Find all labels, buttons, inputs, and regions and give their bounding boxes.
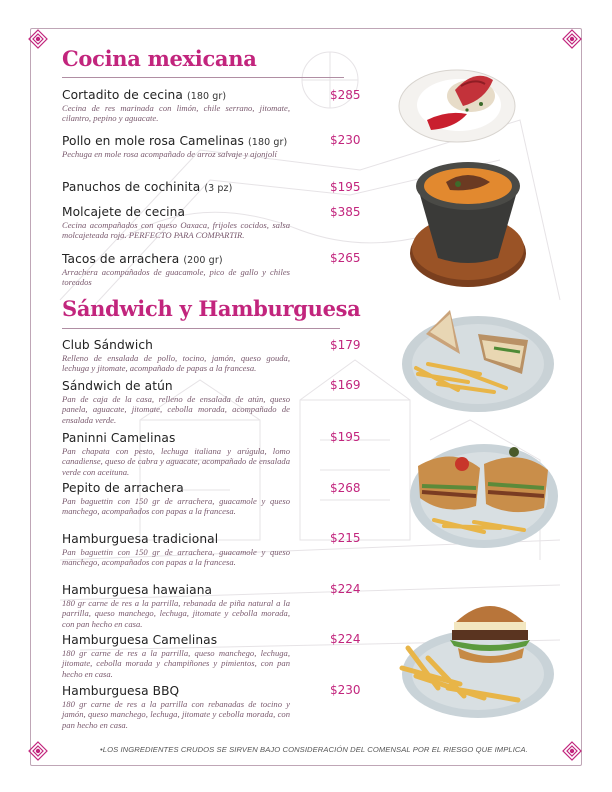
item-portion: (3 pz) xyxy=(204,183,233,194)
item-description: Arrachera acompañados de guacamole, pico de gallo y chiles toreados xyxy=(62,267,290,288)
ornament-icon xyxy=(561,28,583,50)
item-description: Pechuga en mole rosa acompañado de arroz salvaje y ajonjolí xyxy=(62,149,277,159)
item-portion: (180 gr) xyxy=(248,137,288,148)
section-title-cocina-mexicana: Cocina mexicana xyxy=(62,46,257,71)
item-price: $230 xyxy=(330,683,361,697)
menu-item xyxy=(62,532,362,568)
item-price: $169 xyxy=(330,378,361,392)
item-name: Hamburguesa tradicional xyxy=(62,532,219,546)
item-description: Pan baguettin con 150 gr de arrachera, guacamole y queso manchego, acompañados con papas a la francesa. xyxy=(62,496,290,517)
section-title-sandwich-hamburguesa: Sándwich y Hamburguesa xyxy=(62,296,361,321)
item-price: $385 xyxy=(330,205,361,219)
menu-item xyxy=(62,338,362,374)
menu-item xyxy=(62,431,362,477)
item-name: Cortadito de cecina xyxy=(62,88,183,102)
item-price: $195 xyxy=(330,430,361,444)
section-divider xyxy=(62,77,344,78)
item-description: 180 gr carne de res a la parrilla con rebanadas de tocino y jamón, queso manchego, lechuga, jitomate y cebolla morada, con pan hecho en casa. xyxy=(62,699,290,730)
section-divider xyxy=(62,328,340,329)
item-price: $215 xyxy=(330,531,361,545)
ornament-icon xyxy=(27,28,49,50)
item-name: Sándwich de atún xyxy=(62,379,173,393)
item-name: Molcajete de cecina xyxy=(62,205,186,219)
item-description: 180 gr carne de res a la parrilla, rebanada de piña natural a la parrilla, queso manchego, lechuga, jitomate y cebolla morada, con pan hecho en casa. xyxy=(62,598,290,629)
item-description: Pan de caja de la casa, relleno de ensalada de atún, queso panela, aguacate, jitomate, cebolla morada, acompañado de ensalada verde. xyxy=(62,394,290,425)
item-price: $230 xyxy=(330,133,361,147)
item-name: Pepito de arrachera xyxy=(62,481,184,495)
menu-item xyxy=(62,633,362,679)
footnote: •LOS INGREDIENTES CRUDOS SE SIRVEN BAJO CONSIDERACIÓN DEL COMENSAL POR EL RIESGO QUE IMPLICA. xyxy=(100,745,528,754)
item-name: Panuchos de cochinita xyxy=(62,180,201,194)
ornament-icon xyxy=(561,740,583,762)
menu-item xyxy=(62,252,362,288)
food-photo-hamburguesa xyxy=(398,588,556,720)
item-name: Hamburguesa hawaiana xyxy=(62,583,213,597)
item-price: $224 xyxy=(330,582,361,596)
item-description: Pan baguettin con 150 gr de arrachera, guacamole y queso manchego, acompañados con papas a la francesa. xyxy=(62,547,290,568)
menu-item xyxy=(62,379,362,425)
item-price: $179 xyxy=(330,338,361,352)
menu-item xyxy=(62,180,362,194)
item-name: Club Sándwich xyxy=(62,338,153,352)
item-portion: (200 gr) xyxy=(183,255,223,266)
item-name: Paninni Camelinas xyxy=(62,431,176,445)
menu-item xyxy=(62,205,362,241)
item-description: Cecina acompañados con queso Oaxaca, frijoles cocidos, salsa molcajeteada roja. PERFECTO PARA COMPARTIR. xyxy=(62,220,290,241)
food-photo-club-sandwich xyxy=(398,304,554,414)
menu-item xyxy=(62,481,362,517)
menu-item xyxy=(62,684,362,730)
item-description: 180 gr carne de res a la parrilla, queso manchego, lechuga, jitomate, cebolla morada y champiñones y pimientos, con pan hecho en casa. xyxy=(62,648,290,679)
food-photo-molcajete xyxy=(406,158,530,290)
item-portion: (180 gr) xyxy=(186,91,227,102)
food-photo-cortadito xyxy=(397,58,517,148)
item-name: Hamburguesa BBQ xyxy=(62,684,180,698)
item-name: Pollo en mole rosa Camelinas xyxy=(62,134,245,148)
ornament-icon xyxy=(27,740,49,762)
item-price: $224 xyxy=(330,632,361,646)
food-photo-pepito xyxy=(404,426,558,550)
item-description: Relleno de ensalada de pollo, tocino, jamón, queso gouda, lechuga y jitomate, acompañado de papas a la francesa. xyxy=(62,353,290,374)
item-price: $195 xyxy=(330,180,361,194)
item-name: Tacos de arrachera xyxy=(62,252,180,266)
menu-item xyxy=(62,134,362,159)
menu-item xyxy=(62,583,362,629)
item-price: $268 xyxy=(330,481,361,495)
item-name: Hamburguesa Camelinas xyxy=(62,633,218,647)
item-price: $265 xyxy=(330,251,361,265)
item-description: Cecina de res marinada con limón, chile serrano, jitomate, cilantro, pepino y aguacate. xyxy=(62,103,290,124)
item-price: $285 xyxy=(330,88,361,102)
menu-item xyxy=(62,88,362,124)
item-description: Pan chapata con pesto, lechuga italiana y arúgula, lomo canadiense, queso de cabra y aguacate, acompañado de ensalada verde con aceituna. xyxy=(62,446,290,477)
